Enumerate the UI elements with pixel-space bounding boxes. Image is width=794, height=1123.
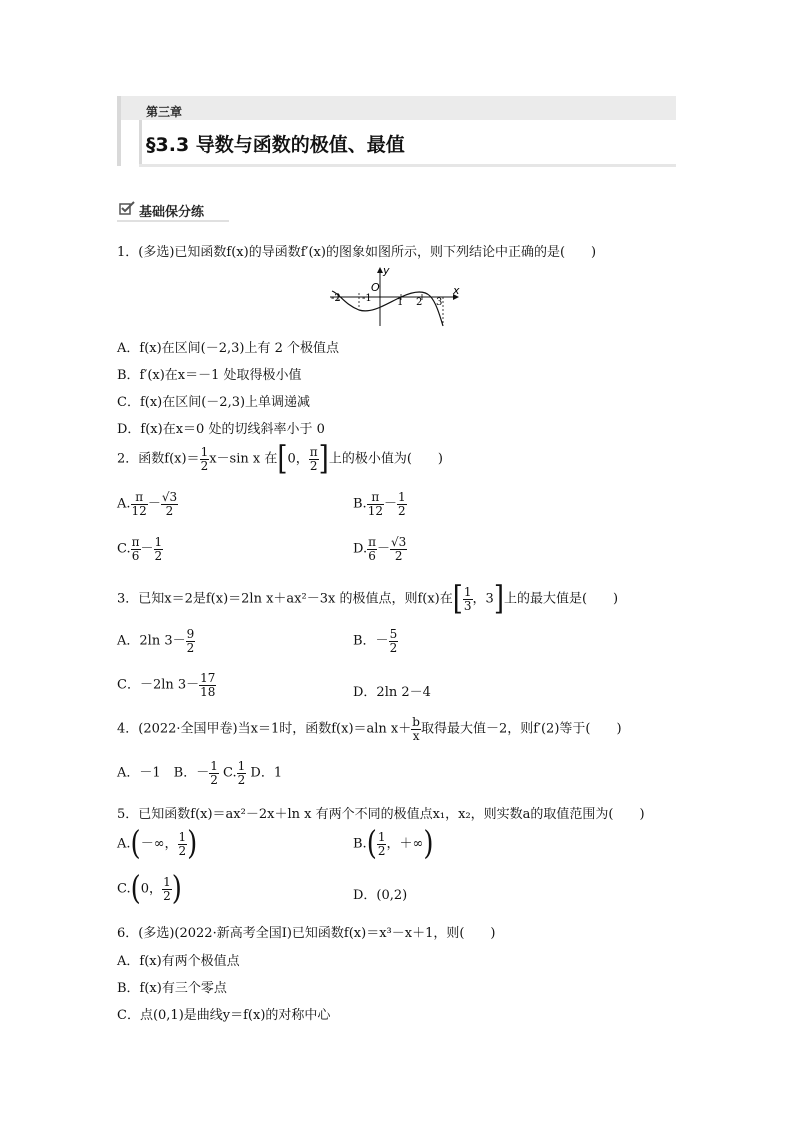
q1-stem: 1．(多选)已知函数f(x)的导函数f′(x)的图象如图所示，则下列结论中正确的是( ): [117, 245, 597, 260]
q1-option-a: A．f(x)在区间(－2,3)上有 2 个极值点: [117, 341, 340, 356]
q2-option-a: A. $\frac{\pi}{12}$ － $\frac{√3}{2}$: [117, 490, 178, 518]
q6-option-a: A．f(x)有两个极值点: [117, 954, 240, 969]
q5-option-d: D．(0,2): [353, 888, 408, 903]
q5-option-a: A.(－∞， $\frac{1}{2}$ ): [117, 825, 198, 863]
derivative-graph: [326, 264, 466, 328]
chapter-bar: [117, 96, 676, 120]
q1-option-b: B．f′(x)在x＝－1 处取得极小值: [117, 368, 302, 383]
tick-label: -2: [331, 293, 341, 304]
q2-stem-mid: x－sin x 在: [209, 451, 278, 467]
q6-option-b: B．f(x)有三个零点: [117, 981, 227, 996]
graph-y-label: y: [383, 264, 390, 277]
chapter-label: 第三章: [146, 105, 183, 119]
checkbox-icon: [119, 201, 135, 215]
q4-stem: 4．(2022·全国甲卷)当x＝1时，函数f(x)＝aln x＋ $\frac{b}{x}$ 取得最大值－2，则f′(2)等于( ): [117, 715, 622, 743]
section-label: 基础保分练: [139, 205, 205, 220]
q5-option-c: C.(0， $\frac{1}{2}$ ): [117, 870, 182, 908]
q2-stem: 2．函数f(x)＝ $\frac{1}{2}$ x－sin x 在[0， $\frac{\pi}{2}$ ]上的极小值为( ): [117, 440, 443, 478]
tick-label: -1: [362, 293, 372, 304]
q6-option-c: C．点(0,1)是曲线y＝f(x)的对称中心: [117, 1008, 331, 1023]
q3-option-c: C．－2ln 3－ $\frac{17}{18}$: [117, 671, 216, 699]
tick-label: 3: [436, 297, 443, 308]
q5-stem: 5．已知函数f(x)＝ax²－2x＋ln x 有两个不同的极值点x₁，x₂，则实数a的取值范围为( ): [117, 807, 645, 822]
q1-option-d: D．f(x)在x＝0 处的切线斜率小于 0: [117, 422, 325, 437]
tick-label: 1: [397, 297, 404, 308]
q6-stem: 6．(多选)(2022·新高考全国Ⅰ)已知函数f(x)＝x³－x＋1，则( ): [117, 926, 496, 941]
q3-option-b: B．－ $\frac{5}{2}$: [353, 627, 398, 655]
header-bottom-rule: [139, 164, 676, 167]
q1-option-c: C．f(x)在区间(－2,3)上单调递减: [117, 395, 311, 410]
q4-options: A．－1 B．－ $\frac{1}{2}$ C. $\frac{1}{2}$ D．1: [117, 759, 283, 787]
header-rule: [117, 96, 121, 166]
q3-option-d: D．2ln 2－4: [353, 685, 431, 700]
page-title: §3.3 导数与函数的极值、最值: [146, 134, 405, 156]
q3-stem-pre: 3．已知x＝2是f(x)＝2ln x＋ax²－3x 的极值点，则f(x)在: [117, 591, 453, 607]
q2-stem-post: 上的极小值为( ): [328, 451, 443, 467]
q5-option-b: B.( $\frac{1}{2}$ ，＋∞): [353, 825, 434, 863]
graph-origin-label: O: [371, 281, 380, 294]
q2-option-d: D. $\frac{\pi}{6}$ － $\frac{√3}{2}$: [353, 535, 407, 563]
graph-x-label: x: [453, 284, 460, 297]
q2-option-b: B. $\frac{\pi}{12}$ － $\frac{1}{2}$: [353, 490, 406, 518]
fraction: $\frac{1}{2}$: [200, 445, 209, 473]
q2-option-c: C. $\frac{\pi}{6}$ － $\frac{1}{2}$: [117, 535, 163, 563]
q3-stem-post: 上的最大值是( ): [503, 591, 619, 607]
header-rule-inner: [139, 120, 142, 166]
q2-stem-pre: 2．函数f(x)＝: [117, 451, 200, 467]
tick-label: 2: [416, 297, 423, 308]
q3-option-a: A．2ln 3－ $\frac{9}{2}$: [117, 627, 195, 655]
q3-stem: 3．已知x＝2是f(x)＝2ln x＋ax²－3x 的极值点，则f(x)在[ $\frac{1}{3}$ ，3]上的最大值是( ): [117, 580, 619, 618]
